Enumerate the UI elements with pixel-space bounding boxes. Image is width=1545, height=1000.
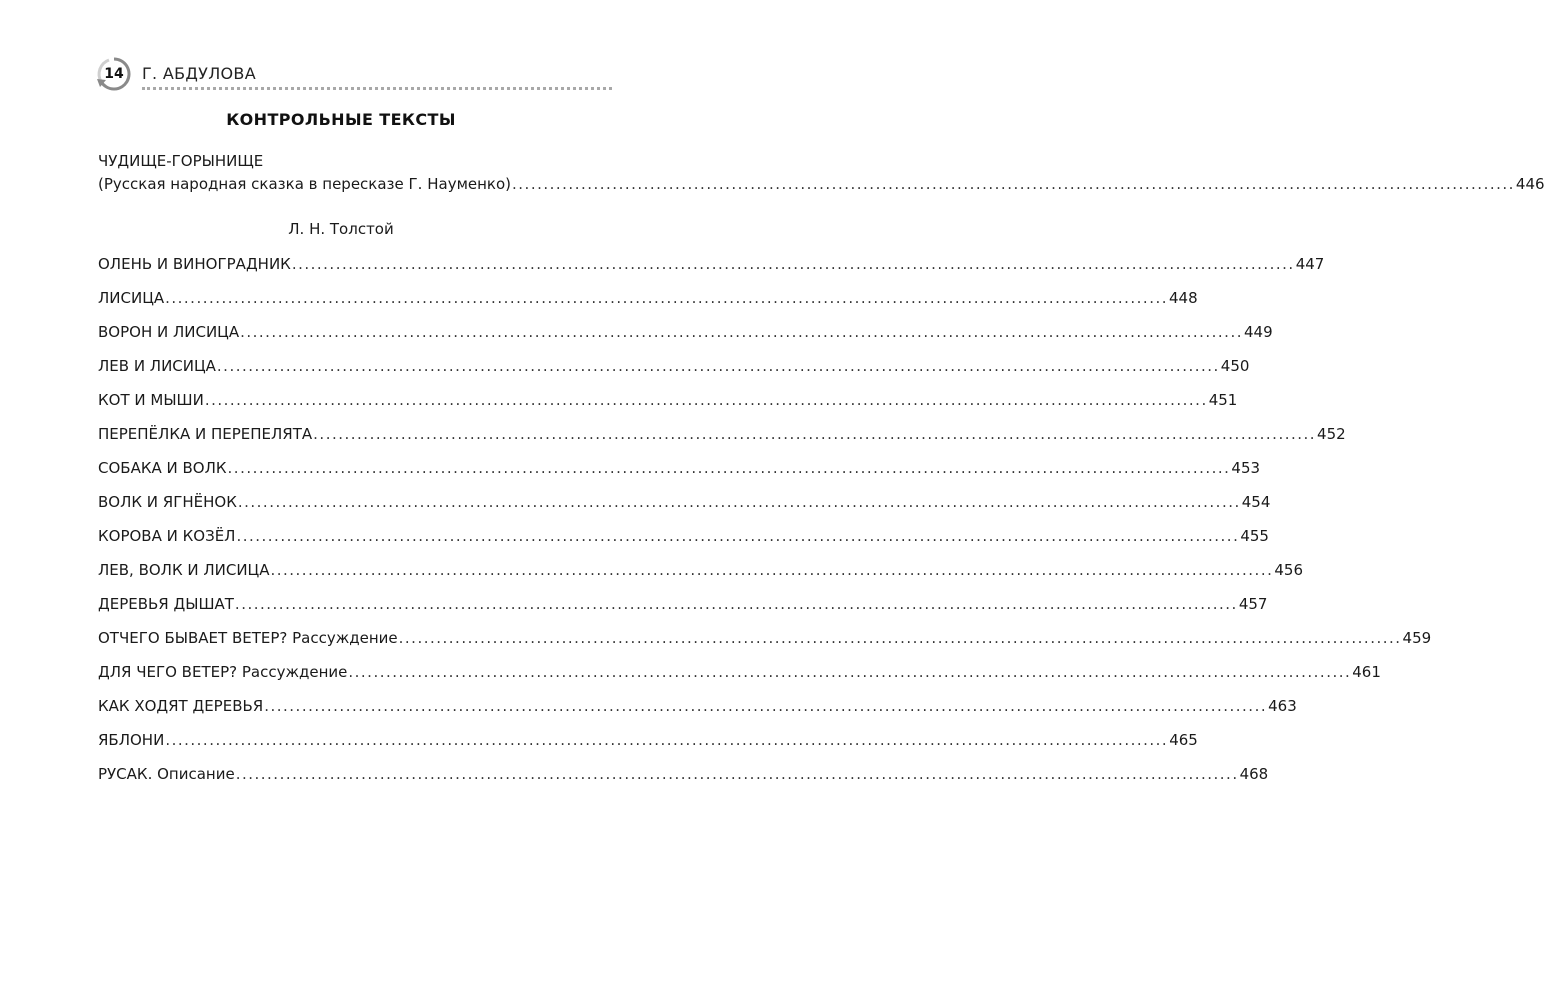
toc-entry-title: КОТ И МЫШИ	[98, 391, 204, 409]
leader-dots: ................................................................................................................................................................	[236, 527, 1240, 545]
toc-entry-title: ЧУДИЩЕ-ГОРЫНИЩЕ	[98, 152, 264, 170]
toc-entry-title: КАК ХОДЯТ ДЕРЕВЬЯ	[98, 697, 264, 715]
leader-dots: ................................................................................................................................................................	[165, 731, 1169, 749]
toc-entry[interactable]	[98, 175, 1545, 193]
toc-entry-title: ЛЕВ И ЛИСИЦА	[98, 357, 216, 375]
toc-entry[interactable]	[98, 493, 1271, 511]
toc-page-number: 455	[1240, 527, 1269, 545]
toc-entry-title: ДЛЯ ЧЕГО ВЕТЕР? Рассуждение	[98, 663, 348, 681]
toc-page-number: 451	[1208, 391, 1238, 409]
toc-entry[interactable]	[98, 425, 1346, 443]
toc-page-number: 448	[1169, 289, 1198, 307]
toc-entry[interactable]	[98, 765, 1269, 783]
leader-dots: ................................................................................................................................................................	[313, 425, 1317, 443]
toc-entry[interactable]	[98, 527, 1269, 545]
toc-page-number: 456	[1274, 561, 1303, 579]
toc-page-number: 446	[1515, 175, 1545, 193]
section-title: КОНТРОЛЬНЫЕ ТЕКСТЫ	[226, 110, 456, 129]
toc-page-number: 453	[1231, 459, 1261, 477]
leader-dots: ................................................................................................................................................................	[264, 697, 1268, 715]
toc-page-number: 463	[1268, 697, 1297, 715]
toc-entry-title: КОРОВА И КОЗЁЛ	[98, 527, 236, 545]
toc-page-number: 447	[1295, 255, 1325, 273]
toc-page-number: 450	[1220, 357, 1250, 375]
toc-page-number: 468	[1239, 765, 1269, 783]
toc-entry-title: ЛЕВ, ВОЛК И ЛИСИЦА	[98, 561, 270, 579]
toc-page-number: 454	[1241, 493, 1271, 511]
toc-entry-title: ДЕРЕВЬЯ ДЫШАТ	[98, 595, 234, 613]
toc-entry[interactable]	[98, 357, 1250, 375]
page-number-badge	[96, 56, 132, 92]
toc-entry-subtitle: (Русская народная сказка в пересказе Г. Науменко)	[98, 175, 512, 193]
header-dotted-rule	[142, 87, 612, 90]
toc-entry-title: ЛИСИЦА	[98, 289, 165, 307]
author-name: Г. АБДУЛОВА	[142, 64, 256, 83]
toc-entry[interactable]	[98, 255, 1325, 273]
toc-entry-title: ПЕРЕПЁЛКА И ПЕРЕПЕЛЯТА	[98, 425, 313, 443]
toc-page-number: 449	[1243, 323, 1273, 341]
leader-dots: ................................................................................................................................................................	[291, 255, 1295, 273]
leader-dots: ................................................................................................................................................................	[237, 493, 1241, 511]
leader-dots: ................................................................................................................................................................	[204, 391, 1208, 409]
toc-entry-title: ВОРОН И ЛИСИЦА	[98, 323, 240, 341]
author-subheading: Л. Н. Толстой	[288, 220, 394, 238]
leader-dots: ................................................................................................................................................................	[216, 357, 1220, 375]
page-number: 14	[104, 66, 124, 82]
toc-page-number: 461	[1352, 663, 1381, 681]
toc-entry[interactable]	[98, 663, 1381, 681]
toc-entry-title: ОТЧЕГО БЫВАЕТ ВЕТЕР? Рассуждение	[98, 629, 398, 647]
toc-page-number: 465	[1169, 731, 1198, 749]
toc-entry[interactable]	[98, 459, 1261, 477]
leader-dots: ................................................................................................................................................................	[234, 595, 1238, 613]
leader-dots: ................................................................................................................................................................	[398, 629, 1402, 647]
running-header	[96, 56, 616, 96]
toc-entry[interactable]	[98, 697, 1297, 715]
toc-entry-title: ЯБЛОНИ	[98, 731, 165, 749]
toc-entry-title: ВОЛК И ЯГНЁНОК	[98, 493, 237, 511]
toc-entry[interactable]	[98, 289, 1198, 307]
toc-entry[interactable]	[98, 731, 1198, 749]
leader-dots: ................................................................................................................................................................	[165, 289, 1168, 307]
leader-dots: ................................................................................................................................................................	[270, 561, 1274, 579]
leader-dots: ................................................................................................................................................................	[240, 323, 1243, 341]
leader-dots: ................................................................................................................................................................	[227, 459, 1231, 477]
toc-entry-title: СОБАКА И ВОЛК	[98, 459, 227, 477]
toc-page-number: 459	[1402, 629, 1432, 647]
toc-entry[interactable]	[98, 629, 1432, 647]
toc-entry[interactable]	[98, 391, 1238, 409]
leader-dots: ................................................................................................................................................................	[235, 765, 1239, 783]
leader-dots: ................................................................................................................................................................	[348, 663, 1352, 681]
toc-entry-title: РУСАК. Описание	[98, 765, 235, 783]
toc-entry[interactable]	[98, 595, 1268, 613]
toc-entry[interactable]	[98, 561, 1303, 579]
toc-entry-title: ОЛЕНЬ И ВИНОГРАДНИК	[98, 255, 291, 273]
leader-dots: ................................................................................................................................................................	[512, 175, 1515, 193]
toc-page-number: 457	[1238, 595, 1268, 613]
toc-entry[interactable]	[98, 323, 1273, 341]
toc-page-number: 452	[1317, 425, 1346, 443]
